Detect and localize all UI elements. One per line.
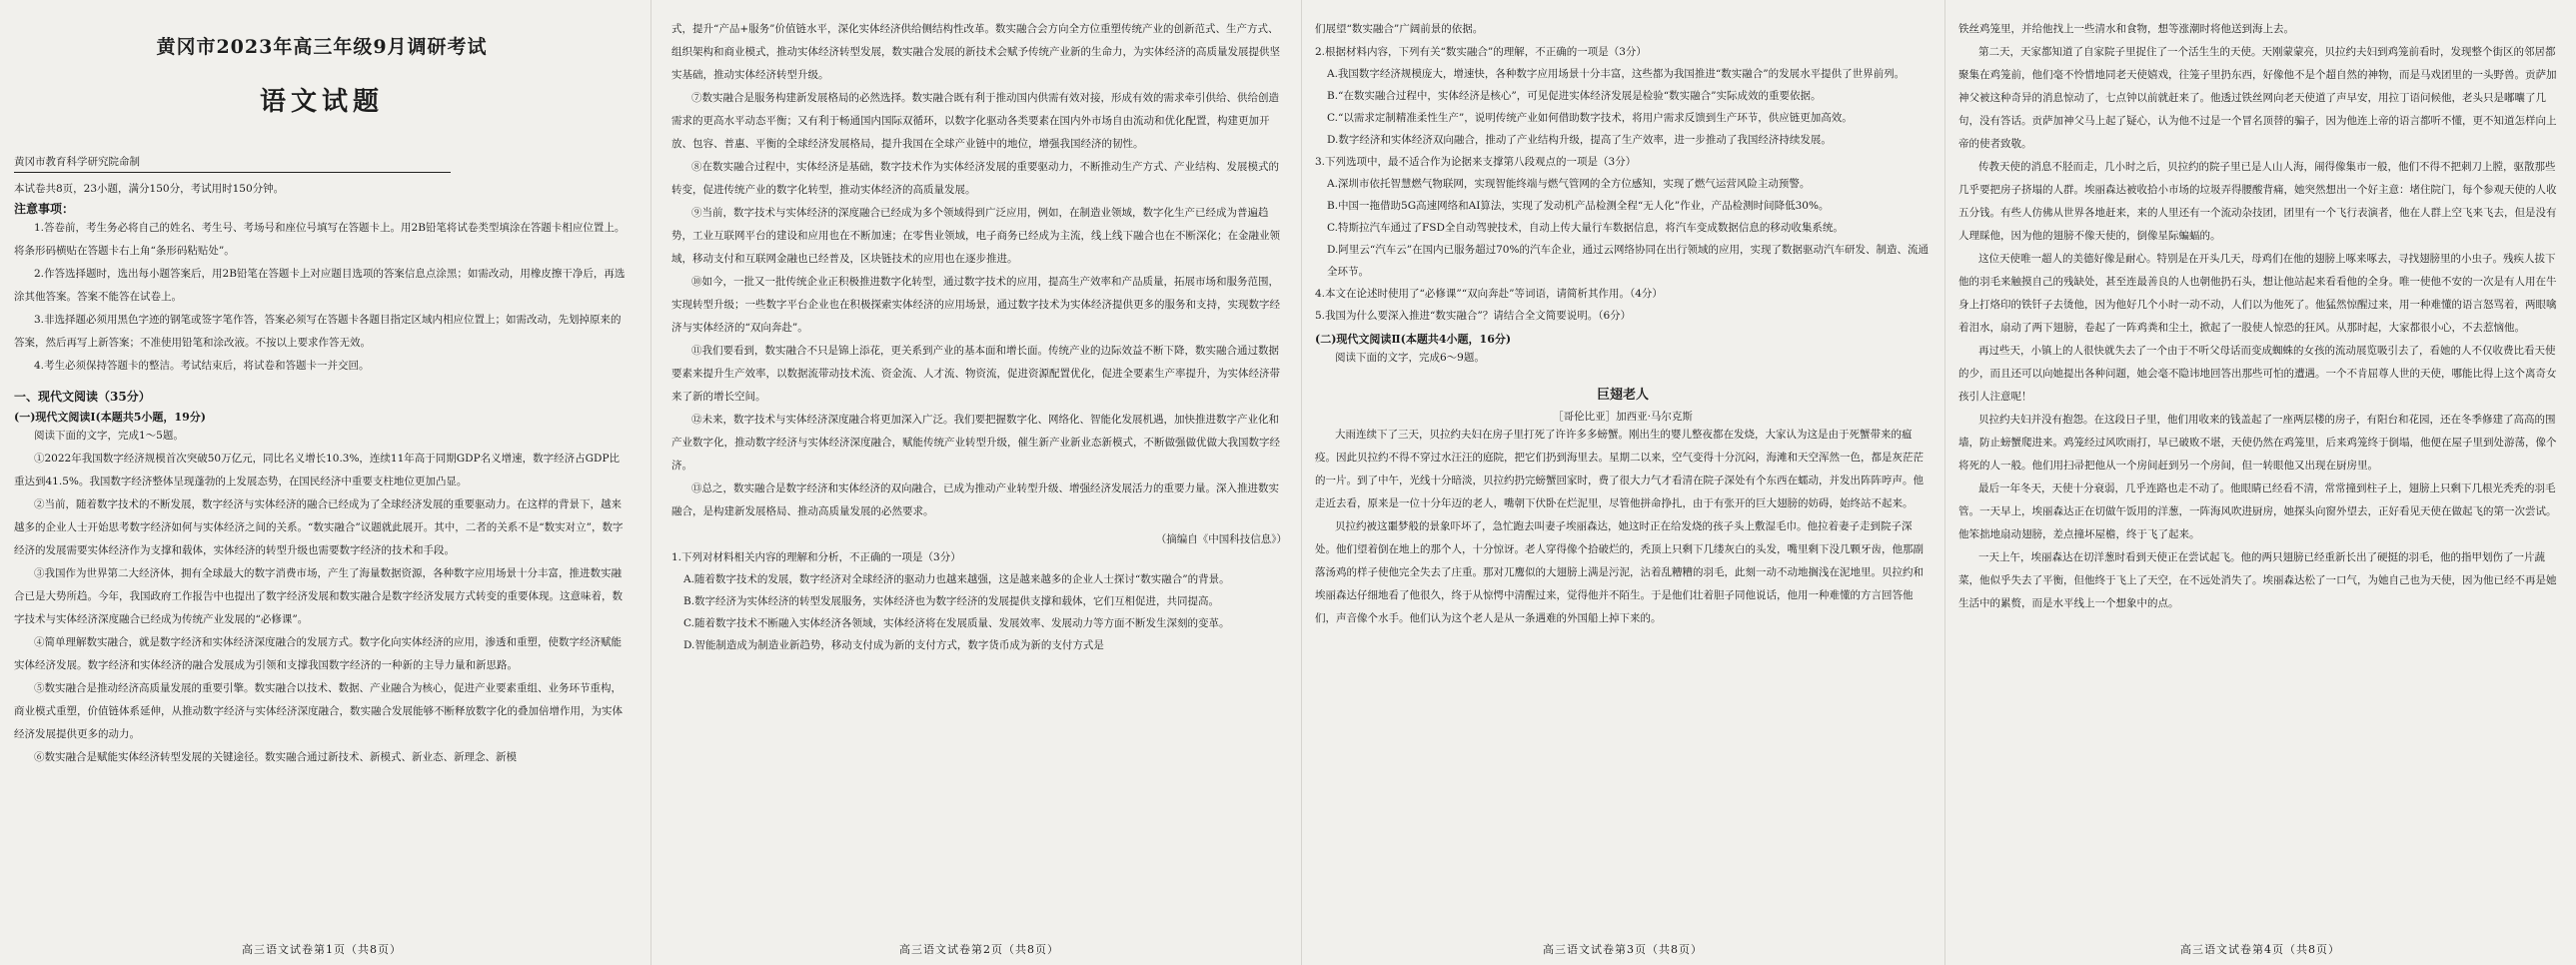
section-heading: 一、现代文阅读（35分） xyxy=(14,390,151,404)
subsection-heading: (二)现代文阅读Ⅱ(本题共4小题，16分) xyxy=(1315,333,1512,346)
page-4 xyxy=(1944,0,2576,965)
exam-title: 黄冈市2023年高三年级9月调研考试 xyxy=(156,36,488,58)
passage-paragraph: ⑫未来，数字技术与实体经济深度融合将更加深入广泛。我们要把握数字化、网络化、智能化发展机遇，加快推进数字产业化和产业数字化，推动数字经济与实体经济深度融合，赋能传统产业转型升级，催生新产业新业态新模式，不断做强做优做大我国数字经济。 xyxy=(671,414,1280,472)
subject-title: 语文试题 xyxy=(259,87,384,117)
question-2-option-b: B.“在数实融合过程中，实体经济是核心”，可见促进实体经济发展是检验“数实融合”实际成效的重要依据。 xyxy=(1327,90,1822,102)
question-4-stem: 4.本文在论述时使用了“必修课”“双向奔赴”等词语，请简析其作用。（4分） xyxy=(1315,288,1663,300)
issuing-org: 黄冈市教育科学研究院命制 xyxy=(14,154,451,173)
story-paragraph: 最后一年冬天，天使十分衰弱，几乎连路也走不动了。他眼睛已经看不清，常常撞到柱子上，翅膀上只剩下几根光秃秃的羽毛管。一天早上，埃丽森达正在切做午饭用的洋葱，一阵海风吹进厨房，她探头向窗外望去，正好看见天使在做起飞的第一次尝试。他笨拙地扇动翅膀，差点撞坏屋檐，终于飞了起来。 xyxy=(1958,482,2557,540)
story-author: ［哥伦比亚］加西亚·马尔克斯 xyxy=(1553,411,1693,423)
question-5-stem: 5.我国为什么要深入推进“数实融合”？请结合全文简要说明。（6分） xyxy=(1315,310,1632,322)
story-paragraph: 这位天使唯一超人的美德好像是耐心。特别是在开头几天，母鸡们在他的翅膀上啄来啄去，寻找翅膀里的小虫子。残疾人拔下他的羽毛来触摸自己的残缺处，甚至连最善良的人也朝他扔石头，想让他站起来看看他的全身。唯一使他不安的一次是有人用在牛身上打烙印的铁钎子去烫他，因为他好几个小时一动不动，人们以为他死了。他猛然惊醒过来，用一种难懂的语言怒骂着，两眼噙着泪水，扇动了两下翅膀，卷起了一阵鸡粪和尘土，掀起了一股使人惊恐的狂风。从那时起，大家都很小心，不去惹恼他。 xyxy=(1958,253,2557,334)
story-paragraph: 大雨连续下了三天，贝拉约夫妇在房子里打死了许许多多螃蟹。刚出生的婴儿整夜都在发烧，大家认为这是由于死蟹带来的瘟疫。因此贝拉约不得不穿过水汪汪的庭院，把它们扔到海里去。星期二以来，空气变得十分沉闷，海滩和天空浑然一色，都是灰茫茫的一片。到了中午，光线十分暗淡，贝拉约扔完螃蟹回家时，费了很大力气才看清在院子深处有个东西在蠕动，并发出阵阵哼声。他走近去看，原来是一位十分年迈的老人，嘴朝下伏卧在烂泥里，尽管他拼命挣扎，由于有张开的巨大翅膀的妨碍，始终站不起来。 xyxy=(1315,429,1924,509)
passage-paragraph: ①2022年我国数字经济规模首次突破50万亿元，同比名义增长10.3%，连续11年高于同期GDP名义增速，数字经济占GDP比重达到41.5%。我国数字经济整体呈现蓬勃的上发展态势，在国民经济中重要支柱地位更加凸显。 xyxy=(14,453,621,487)
passage-paragraph: 式，提升“产品+服务”价值链水平，深化实体经济供给侧结构性改革。数实融合会方向全方位重塑传统产业的创新范式、生产方式、组织架构和商业模式，推动实体经济转型发展，数实融合发展的新技术会赋予传统产业新的生命力，为实体经济的高质量发展提供坚实基础，推动实体经济转型升级。 xyxy=(671,23,1280,81)
passage-paragraph: ⑦数实融合是服务构建新发展格局的必然选择。数实融合既有利于推动国内供需有效对接，形成有效的需求牵引供给、供给创造需求的更高水平动态平衡；又有利于畅通国内国际双循环，以数字化驱动各类要素在国内外市场自由流动和优化配置，构建更加开放、包容、普惠、平衡的全球经济发展格局，提升我国在全球产业链中的地位，增强我国经济的韧性。 xyxy=(671,92,1279,150)
question-3-option-c: C.特斯拉汽车通过了FSD全自动驾驶技术，自动上传大量行车数据信息，将汽车变成数据信息的移动收集系统。 xyxy=(1327,222,1844,234)
subsection-heading: (一)现代文阅读Ⅰ(本题共5小题，19分) xyxy=(14,411,206,424)
question-3-option-d: D.阿里云“汽车云”在国内已服务超过70%的汽车企业，通过云网络协同在出行领域的应用，实现了数据驱动汽车研发、制造、流通全环节。 xyxy=(1327,244,1929,278)
story-paragraph: 一天上午，埃丽森达在切洋葱时看到天使正在尝试起飞。他的两只翅膀已经重新长出了硬挺的羽毛，他的指甲划伤了一片蔬菜，他似乎失去了平衡，但他终于飞上了天空，在不远处消失了。埃丽森达松了一口气，为她自己也为天使，因为他已经不再是她生活中的累赘，而是水平线上一个想象中的点。 xyxy=(1958,551,2557,609)
question-3-stem: 3.下列选项中，最不适合作为论据来支撑第八段观点的一项是（3分） xyxy=(1315,156,1637,168)
passage-paragraph: ⑤数实融合是推动经济高质量发展的重要引擎。数实融合以技术、数据、产业融合为核心，促进产业要素重组、业务环节重构，商业模式重塑，价值链体系延伸，从推动数字经济与实体经济深度融合，数实融合发展能够不断释放数字化的叠加倍增作用，为实体经济发展提供更多的动力。 xyxy=(14,682,623,740)
question-3-option-a: A.深圳市依托智慧燃气物联网，实现智能终端与燃气管网的全方位感知，实现了燃气运营风险主动预警。 xyxy=(1327,178,1811,190)
page-footer: 高三语文试卷第3页（共8页） xyxy=(1543,943,1703,956)
reading-instruction: 阅读下面的文字，完成1～5题。 xyxy=(34,430,184,442)
exam-meta: 本试卷共8页，23小题，满分150分，考试用时150分钟。 xyxy=(14,183,285,195)
story-paragraph: 铁丝鸡笼里，并给他找上一些清水和食物，想等涨潮时将他送到海上去。 xyxy=(1958,23,2294,35)
story-title: 巨翅老人 xyxy=(1596,388,1649,403)
passage-paragraph: 们展望“数实融合”广阔前景的依据。 xyxy=(1315,23,1484,35)
page-2 xyxy=(657,0,1301,965)
story-paragraph: 贝拉约被这噩梦般的景象吓坏了，急忙跑去叫妻子埃丽森达，她这时正在给发烧的孩子头上敷湿毛巾。他拉着妻子走到院子深处。他们望着倒在地上的那个人，十分惊讶。老人穿得像个拾破烂的，秃顶上只剩下几缕灰白的头发，嘴里剩下没几颗牙齿，他那副落汤鸡的样子使他完全失去了庄重。那对兀鹰似的大翅膀上满是污泥，沾着乱糟糟的羽毛，此刻一动不动地搁浅在泥地里。贝拉约和埃丽森达仔细地看了他很久，终于从惊愕中清醒过来，觉得他并不陌生。于是他们壮着胆子同他说话，他用一种难懂的方言回答他们，声音像个水手。他们认为这个老人是从一条遇难的外国船上掉下来的。 xyxy=(1315,520,1924,624)
page-3 xyxy=(1301,0,1944,965)
question-1-option-b: B.数字经济为实体经济的转型发展服务，实体经济也为数字经济的发展提供支撑和载体，它们互相促进，共同提高。 xyxy=(683,595,1220,607)
question-2-option-d: D.数字经济和实体经济双向融合，推动了产业结构升级，提高了生产效率，进一步推动了我国经济持续发展。 xyxy=(1327,134,1832,146)
passage-paragraph: ⑬总之，数实融合是数字经济和实体经济的双向融合，已成为推动产业转型升级、增强经济发展活力的重要力量。深入推进数实融合，是构建新发展格局、推动高质量发展的必然要求。 xyxy=(671,482,1279,517)
passage-paragraph: ③我国作为世界第二大经济体，拥有全球最大的数字消费市场，产生了海量数据资源，各种数字应用场景十分丰富，推进数实融合已是大势所趋。今年，我国政府工作报告中也提出了数字经济发展和数实融合是数字经济发展方式转变的重要体现。这意味着，数字技术与实体经济深度融合已经成为传统产业发展的“必修课”。 xyxy=(14,567,623,625)
passage-paragraph: ⑪我们要看到，数实融合不只是锦上添花，更关系到产业的基本面和增长面。传统产业的边际效益不断下降，数实融合通过数据要素来提升生产效率，以数据流带动技术流、资金流、人才流、物资流，促进资源配置优化，促进全要素生产率提升，为实体经济带来了新的增长空间。 xyxy=(671,345,1280,403)
notice-item: 2.作答选择题时，选出每小题答案后，用2B铅笔在答题卡上对应题目选项的答案信息点涂黑；如需改动，用橡皮擦干净后，再选涂其他答案。答案不能答在试卷上。 xyxy=(14,268,626,303)
notice-heading: 注意事项： xyxy=(14,202,75,216)
page-footer: 高三语文试卷第4页（共8页） xyxy=(2180,943,2340,956)
passage-paragraph: ⑩如今，一批又一批传统企业正积极推进数字化转型，通过数字技术的应用，提高生产效率和产品质量，拓展市场和服务范围，实现转型升级；一些数字平台企业也在积极探索实体经济的应用场景，通过数字技术为实体经济提供更多的服务和支持，实现数字经济与实体经济的“双向奔赴”。 xyxy=(671,276,1280,334)
passage-paragraph: ②当前，随着数字技术的不断发展，数字经济与实体经济的融合已经成为了全球经济发展的重要驱动力。在这样的背景下，越来越多的企业人士开始思考数字经济如何与实体经济之间的关系。“数实融合”议题就此展开。其中，二者的关系不是“数实对立”，数字经济的发展需要实体经济作为支撑和载体，实体经济的转型升级也需要数字经济的技术和手段。 xyxy=(14,498,624,556)
question-1-stem: 1.下列对材料相关内容的理解和分析，不正确的一项是（3分） xyxy=(671,551,961,563)
passage-paragraph: ⑨当前，数字技术与实体经济的深度融合已经成为多个领域得到广泛应用，例如，在制造业领域，数字化生产已经成为普遍趋势，工业互联网平台的建设和应用也在不断加速；在零售业领域，电子商务已经成为主流，线上线下融合也在不断深化；在金融业领域，移动支付和互联网金融也已经普及，区块链技术的应用也在逐步推进。 xyxy=(671,207,1280,265)
passage-paragraph: ④简单理解数实融合，就是数字经济和实体经济深度融合的发展方式。数字化向实体经济的应用，渗透和重塑，使数字经济赋能实体经济发展。数字经济和实体经济的融合发展成为引领和支撑我国数字经济的一种新的主导力量和新思路。 xyxy=(14,636,622,671)
passage-paragraph: ⑥数实融合是赋能实体经济转型发展的关键途径。数实融合通过新技术、新模式、新业态、新理念、新模 xyxy=(34,751,517,763)
source-citation: （摘编自《中国科技信息》） xyxy=(1155,533,1287,545)
page-1 xyxy=(0,0,644,965)
question-2-option-c: C.“以需求定制精准柔性生产”，说明传统产业如何借助数字技术，将用户需求反馈到生产环节，供应链更加高效。 xyxy=(1327,112,1853,124)
story-paragraph: 第二天，天家都知道了自家院子里捉住了一个活生生的天使。天刚蒙蒙亮，贝拉约夫妇到鸡笼前看时，发现整个街区的邻居都聚集在鸡笼前，他们毫不怜惜地同老天使嬉戏，往笼子里扔东西，好像他不是个超自然的神物，而是马戏团里的一头野兽。贡萨加神父被这种奇异的消息惊动了，七点钟以前就赶来了。他透过铁丝网向老天使道了声早安，用拉丁语问候他，老头只是嘟囔了几句，没有答话。贡萨加神父马上起了疑心，认为他不过是一个冒名顶替的骗子，因为他连上帝的语言都听不懂，更不知道怎样向上帝的使者致敬。 xyxy=(1958,46,2557,150)
reading-instruction: 阅读下面的文字，完成6～9题。 xyxy=(1335,352,1485,364)
notice-item: 4.考生必须保持答题卡的整洁。考试结束后，将试卷和答题卡一并交回。 xyxy=(34,360,370,372)
notice-item: 3.非选择题必须用黑色字迹的钢笔或签字笔作答，答案必须写在答题卡各题目指定区域内相应位置上；如需改动，先划掉原来的答案，然后再写上新答案；不准使用铅笔和涂改液。不按以上要求作答无效。 xyxy=(14,314,622,349)
question-1-option-d: D.智能制造成为制造业新趋势，移动支付成为新的支付方式，数字货币成为新的支付方式是 xyxy=(683,639,1104,651)
page-footer: 高三语文试卷第1页（共8页） xyxy=(242,943,402,956)
story-paragraph: 贝拉约夫妇并没有抱怨。在这段日子里，他们用收来的钱盖起了一座两层楼的房子，有阳台和花园，还在冬季修建了高高的围墙，防止螃蟹爬进来。鸡笼经过风吹雨打，早已破败不堪，天使仍然在鸡笼里，后来鸡笼终于倒塌，他便在屋子里到处游荡，像个将死的人一般。他们用扫帚把他从一个房间赶到另一个房间，但一转眼他又出现在厨房里。 xyxy=(1958,414,2557,472)
question-1-option-c: C.随着数字技术不断融入实体经济各领域，实体经济将在发展质量、发展效率、发展动力等方面不断发生深刻的变革。 xyxy=(683,617,1230,629)
story-paragraph: 传教天使的消息不胫而走，几小时之后，贝拉约的院子里已是人山人海，闹得像集市一般，他们不得不把刺刀上膛，驱散那些几乎要把房子挤塌的人群。埃丽森达被收拾小市场的垃圾弄得腰酸背痛，她突然想出一个好主意：堵住院门，每个参观天使的人收五分钱。有些人仿佛从世界各地赶来，来的人里还有一个流动杂技团，团里有一个飞行表演者，他在人群上空飞来飞去，但是没有人理睬他，因为他的翅膀不像天使的，倒像星际蝙蝠的。 xyxy=(1958,161,2557,242)
page-footer: 高三语文试卷第2页（共8页） xyxy=(899,943,1059,956)
question-2-option-a: A.我国数字经济规模庞大，增速快，各种数字应用场景十分丰富，这些都为我国推进“数实融合”的发展水平提供了世界前列。 xyxy=(1327,68,1906,80)
question-3-option-b: B.中国一拖借助5G高速网络和AI算法，实现了发动机产品检测全程“无人化”作业，产品检测时间降低30%。 xyxy=(1327,200,1830,212)
question-1-option-a: A.随着数字技术的发展，数字经济对全球经济的驱动力也越来越强，这是越来越多的企业人士探讨“数实融合”的背景。 xyxy=(683,573,1230,585)
story-paragraph: 再过些天，小镇上的人很快就失去了一个由于不听父母话而变成蜘蛛的女孩的流动展览吸引去了，看她的人不仅收费比看天使的少，而且还可以向她提出各种问题，她会毫不隐讳地回答出那些可怕的遭遇。一个不肯屈尊人世的天使，哪能比得上这个离奇女孩引人注意呢！ xyxy=(1958,345,2557,403)
question-2-stem: 2.根据材料内容，下列有关“数实融合”的理解，不正确的一项是（3分） xyxy=(1315,46,1647,58)
passage-paragraph: ⑧在数实融合过程中，实体经济是基础，数字技术作为实体经济发展的重要驱动力，不断推动生产方式、产业结构、发展模式的转变，促进传统产业的数字化转型，推动实体经济的高质量发展。 xyxy=(671,161,1279,196)
notice-item: 1.答卷前，考生务必将自己的姓名、考生号、考场号和座位号填写在答题卡上。用2B铅笔将试卷类型填涂在答题卡相应位置上。将条形码横贴在答题卡右上角“条形码粘贴处”。 xyxy=(14,222,626,257)
page-divider xyxy=(650,0,651,965)
